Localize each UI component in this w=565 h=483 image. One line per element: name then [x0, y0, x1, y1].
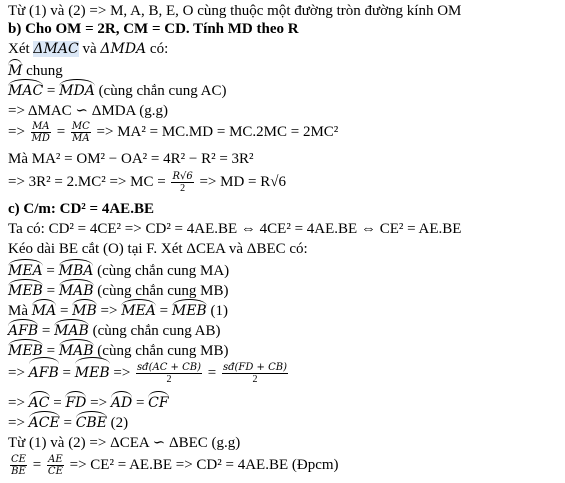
text-line [8, 120, 338, 144]
angle-mba: MBA [58, 263, 94, 279]
mc-line: => 3R² = 2.MC² => MC = [8, 174, 166, 190]
text-line [8, 82, 226, 100]
angle-meb: MEB [171, 303, 207, 319]
word: (cùng chắn cung AC) [98, 83, 227, 99]
angle-meb: MEB [8, 283, 43, 299]
angle-mda: MDA [59, 83, 95, 99]
angle-meb: MEB [75, 360, 110, 386]
denominator: 2 [166, 374, 172, 386]
angle-meb: MEB [8, 343, 43, 359]
text-line: => ACE = CBE (2) [8, 415, 129, 431]
numerator: MC [71, 121, 90, 133]
text-line [8, 434, 240, 452]
text-line: => AC = FD => AD = CF [8, 395, 169, 411]
arc-cf: CF [148, 395, 169, 411]
fraction-mc [171, 171, 193, 194]
text-line [8, 170, 286, 194]
fraction-ma-md [31, 121, 51, 144]
text-line [8, 40, 168, 58]
word: Xét [8, 41, 30, 57]
section-b-heading [8, 20, 299, 38]
equals: = [56, 124, 66, 140]
arrow: => [8, 395, 25, 411]
angle-afb: AFB [8, 323, 39, 339]
angle-mac: MAC [8, 83, 44, 99]
angle-mea: MEA [8, 263, 43, 279]
angle-mea: MEA [121, 303, 156, 319]
fraction-mc-ma [71, 121, 91, 144]
label-1: (1) [210, 303, 228, 319]
text-line: MEB = MAB (cùng chắn cung MB) [8, 283, 229, 299]
text-line: MEA = MBA (cùng chắn cung MA) [8, 263, 230, 279]
triangle-mda: ΔMDA [100, 41, 147, 57]
text-line: MEB = MAB (cùng chắn cung MB) [8, 343, 229, 359]
section-c-text: c) C/m: CD² = 4AE.BE [8, 201, 154, 217]
angle-m: M [8, 63, 23, 79]
denominator: BE [11, 466, 26, 478]
fraction-fd-cb [222, 362, 288, 385]
angle-mab: MAB [58, 343, 94, 359]
text-line [8, 62, 63, 80]
angle-ace: ACE [28, 415, 60, 431]
numerator: sđ(AC + CB) [137, 362, 201, 374]
label-2: (2) [110, 415, 129, 431]
fraction-ce-be [10, 454, 27, 477]
text-line [8, 240, 308, 258]
angle-afb: AFB [29, 360, 59, 386]
fraction-ae-ce [47, 454, 64, 477]
numerator: AE [48, 454, 63, 466]
text-line: $\frac{CE}{BE}$ = $\frac{AE}{CE}$ => CE² = AE.BE => CD² = 4AE.BE (Đpcm) [11, 454, 339, 478]
section-b-text: b) Cho OM = 2R, CM = CD. Tính MD theo R [8, 21, 299, 37]
md-result: => MD = R√6 [199, 174, 287, 190]
line-conclusion-part-a: Từ (1) và (2) => M, A, B, E, O cùng thuộc một đường tròn đường kính OM [8, 3, 462, 19]
section-c-heading [8, 200, 154, 218]
equivalence-line: Ta có: CD² = 4CE² => CD² = 4AE.BE ⇔ 4CE² = 4AE.BE ⇔ CE² = AE.BE [8, 221, 462, 237]
final-conclusion: => CE² = AE.BE => CD² = 4AE.BE (Đpcm) [69, 457, 339, 473]
text-line: => AFB = MEB => $\frac{sđ(AC + CB)}{2}$ = $\frac{sđ(FD + CB)}{2}$ [8, 360, 290, 386]
word: và [82, 41, 97, 57]
text-line [8, 102, 168, 120]
text-line [8, 2, 461, 20]
denominator: 2 [252, 374, 258, 386]
word: (cùng chắn cung MB) [97, 343, 229, 359]
word: (cùng chắn cung MB) [97, 283, 229, 299]
arc-ac: AC [28, 395, 50, 411]
arrow: => [8, 124, 25, 140]
text-line: AFB = MAB (cùng chắn cung AB) [8, 323, 221, 339]
ma-squared-line: => MA² = MC.MD = MC.2MC = 2MC² [96, 124, 339, 140]
word: chung [26, 63, 63, 79]
angle-cbe: CBE [75, 415, 107, 431]
text-line: Mà MA = MB => MEA = MEB (1) [8, 303, 228, 319]
angle-mab: MAB [54, 323, 89, 339]
text-line [8, 150, 254, 168]
arrow: => [8, 415, 25, 431]
word: (cùng chắn cung AB) [92, 323, 221, 339]
word: Mà [8, 303, 28, 319]
denominator: 2 [180, 183, 186, 195]
arc-ad: AD [110, 395, 133, 411]
similar-conclusion: Từ (1) và (2) => ΔCEA ∽ ΔBEC (g.g) [8, 435, 241, 451]
arc-ma: MA [31, 303, 57, 319]
denominator: MD [31, 133, 50, 145]
denominator: MA [72, 133, 90, 145]
extend-be-line: Kéo dài BE cắt (O) tại F. Xét ΔCEA và ΔBEC có: [8, 241, 308, 257]
pythagoras-line: Mà MA² = OM² − OA² = 4R² − R² = 3R² [8, 151, 254, 167]
arc-fd: FD [65, 395, 87, 411]
numerator: sđ(FD + CB) [222, 362, 287, 374]
word: (cùng chắn cung MA) [97, 263, 230, 279]
numerator: R√6 [172, 171, 193, 183]
equals: = [46, 83, 56, 99]
numerator: CE [11, 454, 26, 466]
arrow: => [8, 365, 25, 381]
text-line [8, 220, 461, 238]
triangle-mac: ΔMAC [33, 41, 79, 57]
numerator: MA [32, 121, 50, 133]
similar-triangles: => ΔMAC ∽ ΔMDA (g.g) [8, 103, 169, 119]
denominator: CE [47, 466, 63, 478]
arc-mb: MB [72, 303, 97, 319]
fraction-ac-cb [136, 362, 202, 385]
angle-mab: MAB [58, 283, 94, 299]
word: có: [149, 41, 169, 57]
